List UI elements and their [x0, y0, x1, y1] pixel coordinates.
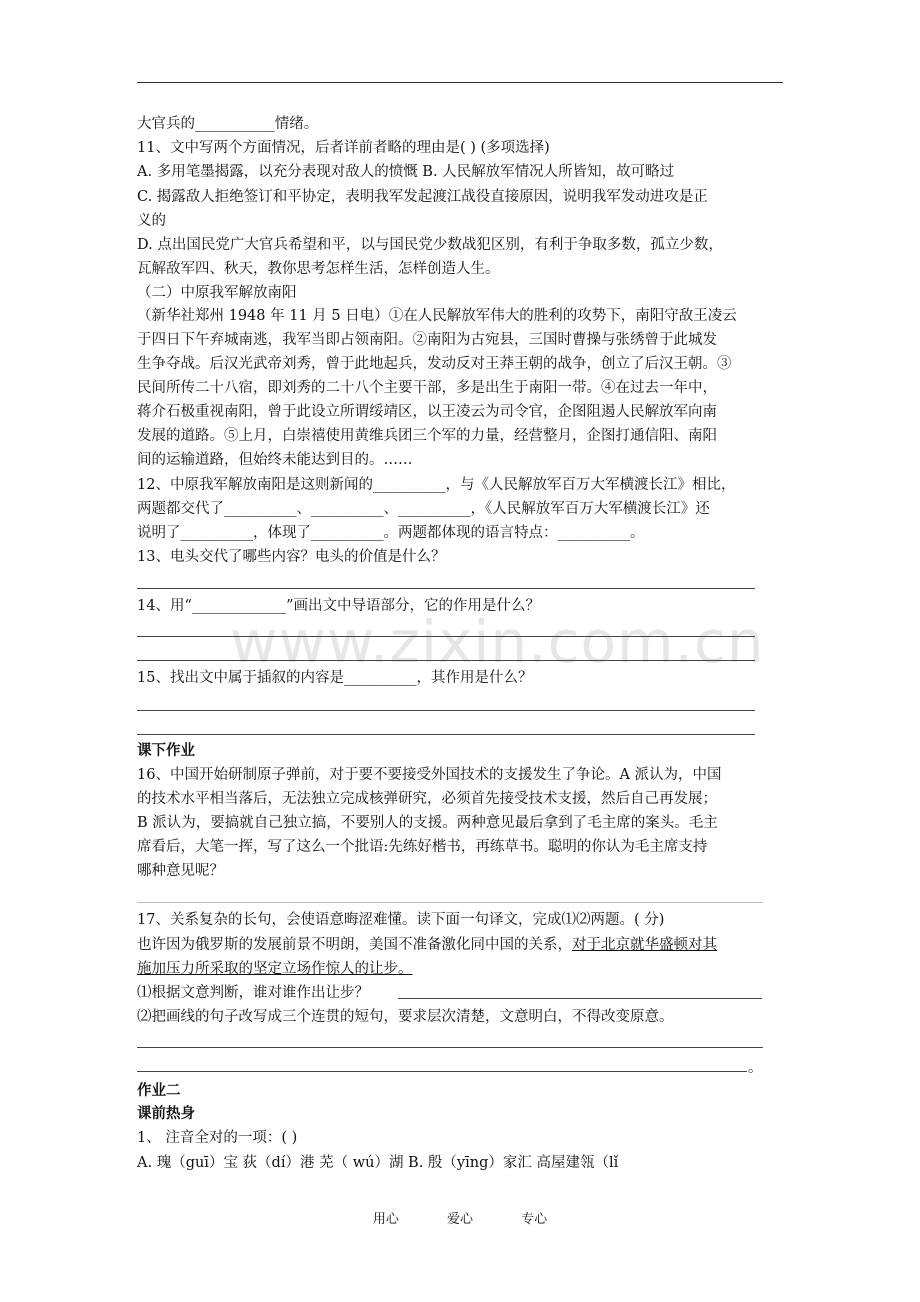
- question-14: 14、用“_____________”画出文中导语部分，它的作用是什么？: [137, 598, 541, 614]
- answer-line[interactable]: [137, 1071, 747, 1072]
- question-12: 12、中原我军解放南阳是这则新闻的__________，与《人民解放军百万大军横渡长江》相比，: [137, 477, 736, 493]
- footer-item: 爱心: [446, 1212, 473, 1227]
- passage-line: 生争夺战。后汉光武帝刘秀，曾于此地起兵，发动反对王莽王朝的战争，创立了后汉王朝。③: [137, 356, 732, 372]
- answer-line[interactable]: [137, 660, 755, 661]
- answer-line[interactable]: [137, 734, 755, 735]
- footer-item: 专心: [521, 1212, 548, 1227]
- question-15: 15、找出文中属于插叙的内容是__________，其作用是什么？: [137, 670, 533, 686]
- option-c: C. 揭露敌人拒绝签订和平协定，表明我军发起渡江战役直接原因，说明我军发动进攻是正: [137, 189, 708, 205]
- sub-question-2: ⑵把画线的句子改写成三个连贯的短句，要求层次清楚，文意明白，不得改变原意。: [137, 1009, 674, 1025]
- heading-warmup: 课前热身: [137, 1106, 195, 1122]
- footer: [0, 1208, 920, 1227]
- answer-line[interactable]: [137, 902, 763, 903]
- answer-line[interactable]: [137, 1047, 763, 1048]
- underlined-text: 施加压力所采取的坚定立场作惊人的让步。: [137, 961, 413, 977]
- passage-line: （新华社郑州 1948 年 11 月 5 日电）①在人民解放军伟大的胜利的攻势下，南阳守敌王凌云: [137, 308, 737, 324]
- watermark: www.zixin.com.cn: [230, 608, 765, 676]
- answer-line[interactable]: [398, 998, 762, 999]
- heading-after-class: 课下作业: [137, 743, 195, 759]
- question-12-cont: 两题都交代了__________、__________、__________，《人民解放军百万大军横渡长江》还: [137, 501, 710, 517]
- answer-line[interactable]: [137, 588, 755, 589]
- translation-line: [137, 935, 717, 955]
- question-16: 16、中国开始研制原子弹前，对于要不要接受外国技术的支援发生了争论。A 派认为，中国: [137, 767, 722, 783]
- question-12-cont: 说明了__________，体现了__________。两题都体现的语言特点：__________。: [137, 525, 645, 541]
- question-17: 17、关系复杂的长句，会使语意晦涩难懂。读下面一句译文，完成⑴⑵两题。( 分): [137, 912, 665, 928]
- question-1: 1、 注音全对的一项：( ): [137, 1130, 298, 1146]
- answer-line[interactable]: [137, 636, 755, 637]
- question-16-cont: 的技术水平相当落后，无法独立完成核弹研究，必须首先接受技术支援，然后自己再发展；: [137, 791, 717, 807]
- passage-line: 蒋介石极重视南阳，曾于此设立所谓绥靖区，以王凌云为司令官，企图阻遏人民解放军向南: [137, 404, 717, 420]
- translation-text: 也许因为俄罗斯的发展前景不明朗，美国不准备激化同中国的关系，: [137, 937, 572, 953]
- header-rule: [137, 82, 783, 83]
- passage-line: 民间所传二十八宿，即刘秀的二十八个主要干部，多是出生于南阳一带。④在过去一年中，: [137, 380, 717, 396]
- footer-item: 用心: [372, 1212, 399, 1227]
- option-a: A. 多用笔墨揭露，以充分表现对敌人的愤慨 B. 人民解放军情况人所皆知，故可略过: [137, 164, 675, 180]
- passage-line: 间的运输道路，但始终未能达到目的。……: [137, 452, 413, 468]
- question-13: 13、电头交代了哪些内容？电头的价值是什么？: [137, 549, 446, 565]
- heading-homework-2: 作业二: [137, 1083, 181, 1099]
- option-d: D. 点出国民党广大官兵希望和平，以与国民党少数战犯区别，有利于争取多数，孤立少数，: [137, 237, 723, 253]
- answer-line[interactable]: [137, 710, 755, 711]
- passage-line: 于四日下午弃城南逃，我军当即占领南阳。②南阳为古宛县，三国时曹操与张绣曾于此城发: [137, 332, 717, 348]
- sub-question-1: ⑴根据文意判断，谁对谁作出让步？: [137, 985, 369, 1001]
- question-1-options: A. 瑰（guī）宝 荻（dí）港 芜（ wú）湖 B. 殷（yīng）家汇 高屋建瓴（lǐ: [137, 1155, 619, 1171]
- question-16-cont: 哪种意见呢？: [137, 863, 224, 879]
- text-line: 义的: [137, 213, 166, 229]
- section-title: （二）中原我军解放南阳: [137, 285, 297, 301]
- passage-line: 发展的道路。⑤上月，白崇禧使用黄维兵团三个军的力量，经营整月，企图打通信阳、南阳: [137, 428, 717, 444]
- question-11: 11、文中写两个方面情况，后者详前者略的理由是( ) (多项选择): [137, 140, 550, 156]
- question-16-cont: B 派认为，要搞就自己独立搞，不要别人的支援。两种意见最后拿到了毛主席的案头。毛主: [137, 815, 718, 831]
- text-line: 大官兵的___________情绪。: [137, 116, 319, 132]
- end-mark: 。: [748, 1060, 763, 1076]
- underlined-text: 对于北京就华盛顿对其: [572, 937, 717, 953]
- question-16-cont: 席看后，大笔一挥，写了这么一个批语:先练好楷书，再练草书。聪明的你认为毛主席支持: [137, 839, 708, 855]
- text-line: 瓦解敌军四、秋天，教你思考怎样生活，怎样创造人生。: [137, 261, 500, 277]
